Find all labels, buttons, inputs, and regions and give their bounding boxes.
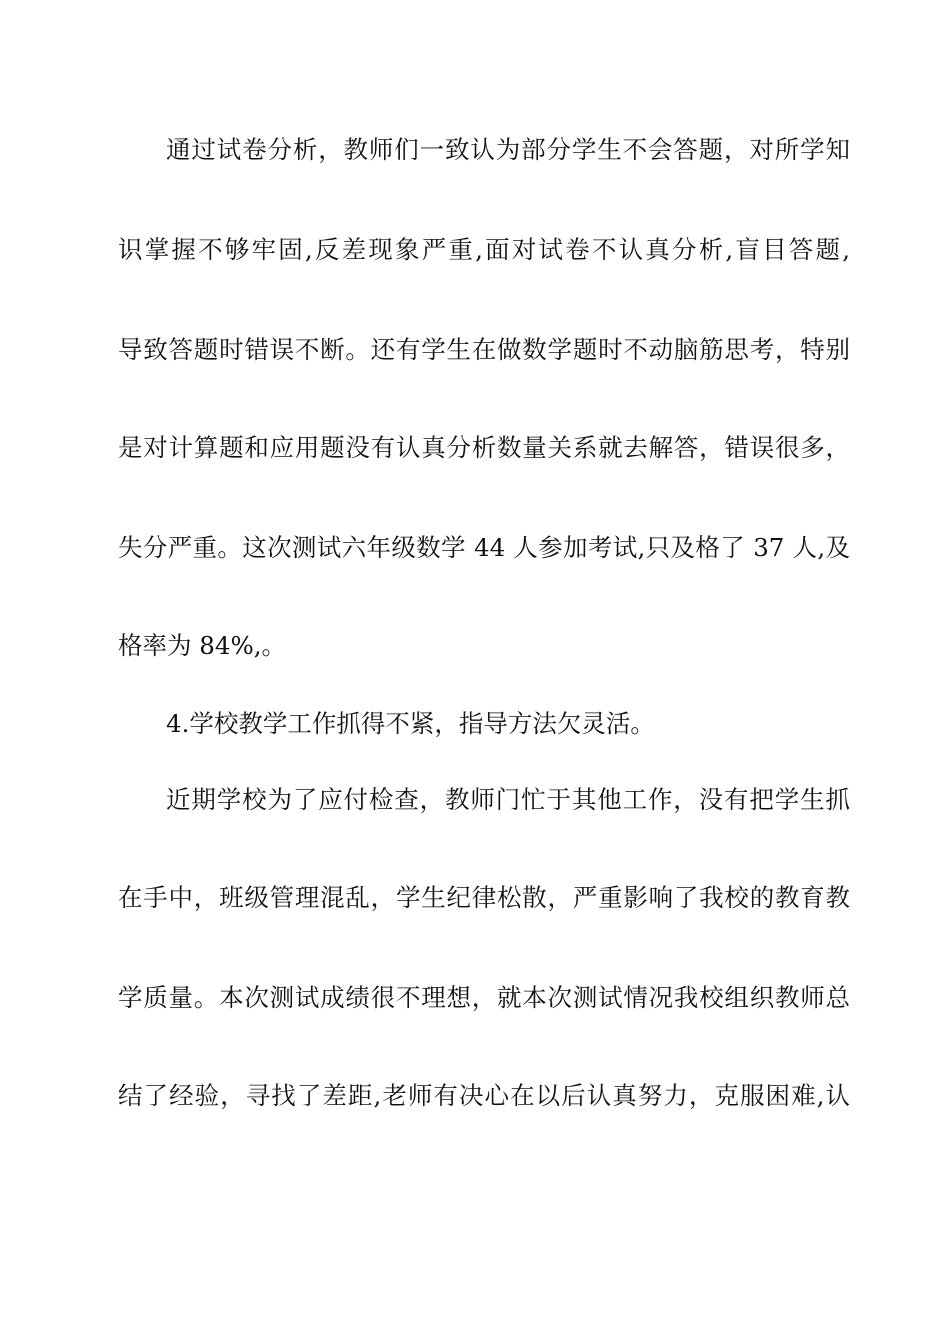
paragraph-line: 学质量。本次测试成绩很不理想，就本次测试情况我校组织教师总 xyxy=(118,983,850,1012)
paragraph-line: 结了经验，寻找了差距,老师有决心在以后认真努力，克服困难,认 xyxy=(118,1081,850,1110)
section-heading: 4.学校教学工作抓得不紧，指导方法欠灵活。 xyxy=(166,709,655,738)
paragraph-line: 在手中，班级管理混乱，学生纪律松散，严重影响了我校的教育教 xyxy=(118,883,850,912)
paragraph-line: 通过试卷分析，教师们一致认为部分学生不会答题，对所学知 xyxy=(166,135,850,164)
paragraph-line: 失分严重。这次测试六年级数学 44 人参加考试,只及格了 37 人,及 xyxy=(118,533,850,562)
paragraph-line: 识掌握不够牢固,反差现象严重,面对试卷不认真分析,盲目答题, xyxy=(118,235,850,264)
paragraph-line: 是对计算题和应用题没有认真分析数量关系就去解答，错误很多， xyxy=(118,433,850,462)
paragraph-line: 格率为 84%,。 xyxy=(118,631,287,660)
paragraph-line: 导致答题时错误不断。还有学生在做数学题时不动脑筋思考，特别 xyxy=(118,335,850,364)
paragraph-line: 近期学校为了应付检查，教师门忙于其他工作，没有把学生抓 xyxy=(166,785,850,814)
